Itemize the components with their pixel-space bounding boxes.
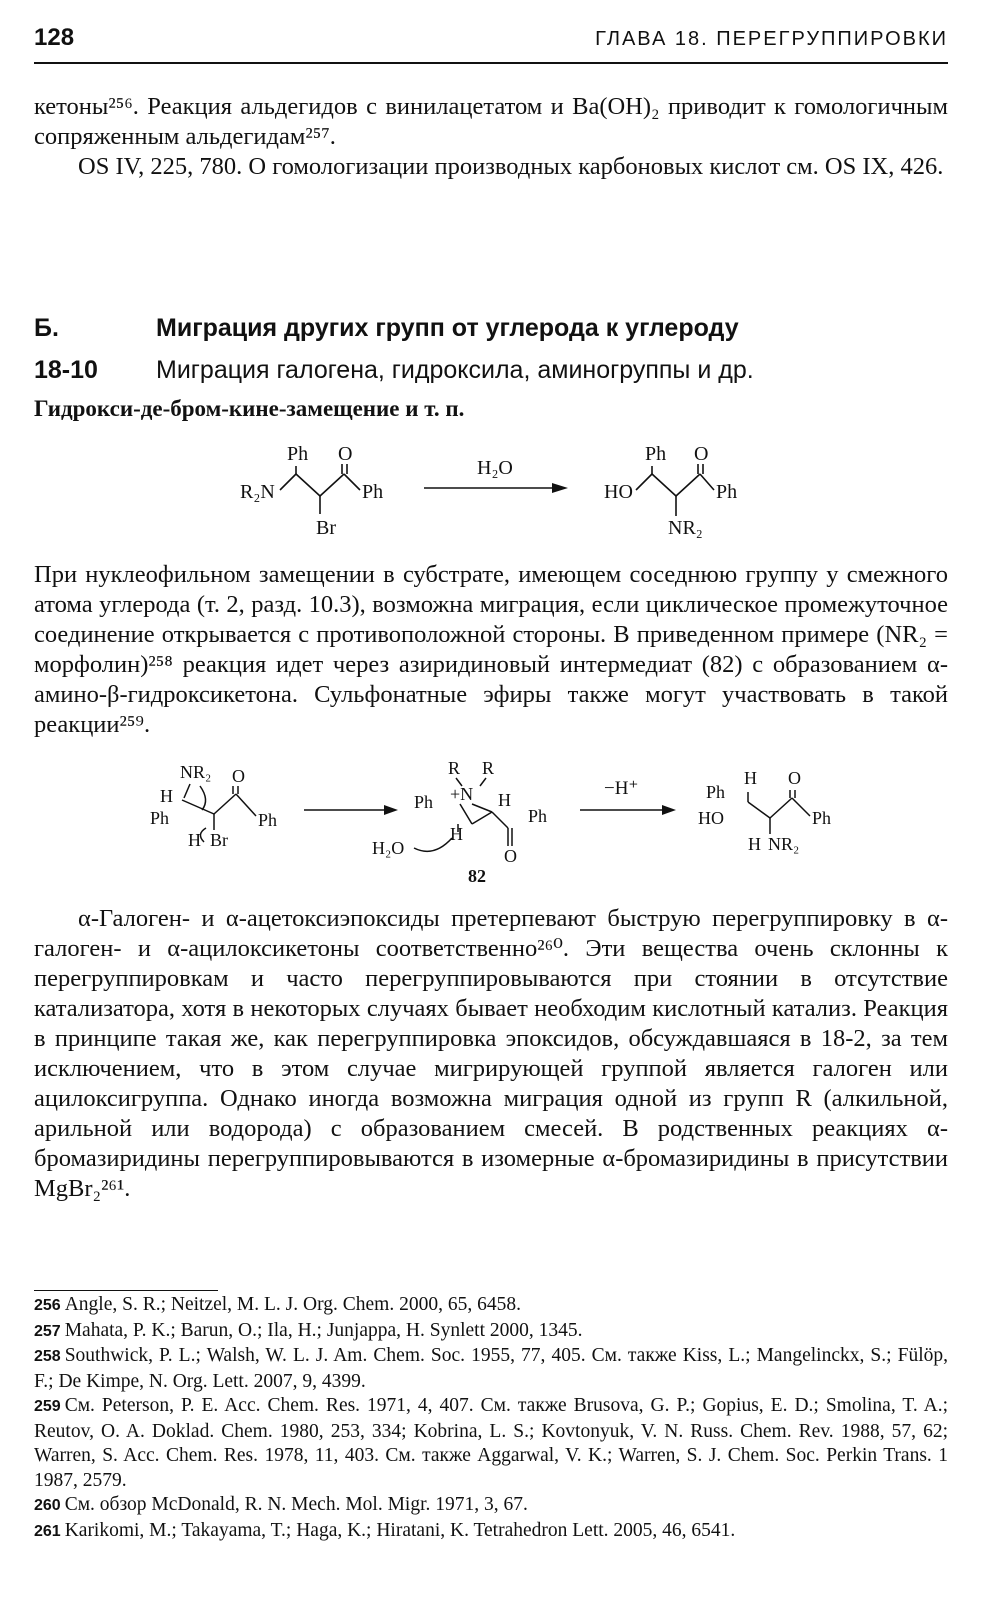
reaction-scheme-1: [0, 436, 1004, 548]
footnote-number: 261: [34, 1522, 61, 1540]
subsection-title: Миграция галогена, гидроксила, аминогруппы и др.: [156, 356, 754, 384]
footnote-text: Karikomi, M.; Takayama, T.; Haga, K.; Hiratani, K. Tetrahedron Lett. 2005, 46, 6541.: [64, 1519, 736, 1541]
reaction-name: Гидрокси-де-бром-кине-замещение и т. п.: [34, 396, 465, 421]
s2c-o: O: [788, 768, 801, 788]
s2c-h2: H: [748, 834, 761, 854]
s2-arrowhead-1: [384, 805, 398, 815]
body-text-bottom: [34, 904, 948, 1204]
s2b-h: H: [498, 790, 511, 810]
paragraph-1: кетоны²⁵⁶. Реакция альдегидов с винилацетатом и Ba(OH)₂ приводит к гомологичным сопряженным альдегидам²⁵⁷.: [34, 93, 948, 150]
footnote-258: [34, 1344, 948, 1394]
reaction-scheme-2: [0, 752, 1004, 892]
s2-arrowhead-2: [662, 805, 676, 815]
s1-reagent: H₂O: [477, 457, 513, 479]
s1-left-ph2: Ph: [362, 481, 384, 503]
s2c-ph2: Ph: [812, 808, 832, 828]
s1-left-br: Br: [316, 517, 336, 539]
footnotes: [34, 1290, 948, 1544]
footnote-number: 258: [34, 1348, 61, 1365]
section-title: Миграция других групп от углерода к углероду: [156, 314, 739, 342]
s2a-ph: Ph: [150, 808, 170, 828]
s2b-h2: H: [450, 824, 463, 844]
footnote-259: [34, 1394, 948, 1493]
footnote-text: Mahata, P. K.; Barun, O.; Ila, H.; Junjappa, H. Synlett 2000, 1345.: [64, 1319, 583, 1341]
running-head: ГЛАВА 18. ПЕРЕГРУППИРОВКИ: [595, 28, 948, 50]
s2a-br: Br: [210, 830, 228, 850]
s2c-nr2: NR₂: [768, 834, 800, 854]
s1-right-ph: Ph: [645, 443, 667, 465]
s2a-h2: H: [188, 830, 201, 850]
footnote-256: [34, 1293, 948, 1319]
paragraph-3: При нуклеофильном замещении в субстрате, имеющем соседнюю группу у смежного атома углерода (т. 2, разд. 10.3), возможна миграция, если циклическое промежуточное соединение открывается с противоположной стороны. В приведенном примере (NR₂ = морфолин)²⁵⁸ реакция идет через азиридиновый интермедиат (82) с образованием α-амино-β-гидроксикетона. Сульфонатные эфиры также могут участвовать в такой реакции²⁵⁹.: [34, 561, 948, 738]
s2b-ph: Ph: [414, 792, 434, 812]
footnote-text: См. Peterson, P. E. Acc. Chem. Res. 1971, 4, 407. См. также Brusova, G. P.; Gopius, E. D.; Smolina, T. A.; Reutov, O. A. Doklad. Chem. 1980, 253, 334; Kobrina, L. S.; Kovtonyuk, V. N. Russ. Chem. Rev. 1988, 57, 62; Warren, S. Acc. Chem. Res. 1978, 11, 403. См. также Aggarwal, V. K.; Warren, S. J. Chem. Soc. Perkin Trans. 1 1987, 2579.: [34, 1395, 948, 1491]
footnote-261: [34, 1519, 948, 1545]
s2b-r1: R: [448, 758, 461, 778]
subsection-number: 18-10: [34, 356, 98, 384]
s1-right-ho: HO: [604, 481, 633, 503]
s2c-ho: HO: [698, 808, 724, 828]
s1-arrowhead: [552, 483, 568, 493]
footnote-text: Southwick, P. L.; Walsh, W. L. J. Am. Chem. Soc. 1955, 77, 405. См. также Kiss, L.; Mangelinckx, S.; Fülöp, F.; De Kimpe, N. Org. Lett. 2007, 9, 4399.: [34, 1345, 948, 1392]
s2c-bonds: [748, 790, 810, 834]
paragraph-2: OS IV, 225, 780. О гомологизации производных карбоновых кислот см. OS IX, 426.: [78, 153, 944, 180]
s1-left-r2n: R₂N: [240, 481, 275, 503]
footnote-text: См. обзор McDonald, R. N. Mech. Mol. Migr. 1971, 3, 67.: [64, 1494, 528, 1515]
s2b-o: O: [504, 846, 517, 866]
s2a-ph2: Ph: [258, 810, 278, 830]
header-rule: [34, 62, 948, 64]
s1-left-bonds: [280, 464, 360, 514]
body-text-top: [34, 92, 948, 182]
s1-right-ph2: Ph: [716, 481, 738, 503]
s2b-h2o: H₂O: [372, 838, 405, 858]
s2-reagent: −H⁺: [604, 778, 639, 799]
s2b-ph2: Ph: [528, 806, 548, 826]
footnote-260: [34, 1493, 948, 1519]
paragraph-4: α-Галоген- и α-ацетоксиэпоксиды претерпевают быструю перегруппировку в α-галоген- и α-ацилоксикетоны соответственно²⁶⁰. Эти вещества очень склонны к перегруппировкам и часто перегруппировываются при стоянии в отсутствие катализатора, хотя в некоторых случаях бывает необходим кислотный катализ. Реакция в принципе такая же, как перегруппировка эпоксидов, обсуждавшаяся в 18-2, за тем исключением, что в этом случае мигрирующей группой является галоген или ацилоксигруппа. Однако иногда возможна миграция одной из групп R (алкильной, арильной или водорода) с образованием смесей. В родственных реакциях α-бромазиридины перегруппировываются в изомерные α-бромазиридины в присутствии MgBr₂²⁶¹.: [34, 905, 948, 1202]
s1-right-bonds: [636, 464, 714, 516]
s2c-h: H: [744, 768, 757, 788]
s2a-nr2: NR₂: [180, 762, 212, 782]
footnote-rule: [34, 1290, 218, 1291]
s1-right-o: O: [694, 443, 709, 465]
page-header: [34, 24, 948, 64]
s2c-ph: Ph: [706, 782, 726, 802]
footnote-text: Angle, S. R.; Neitzel, M. L. J. Org. Chem. 2000, 65, 6458.: [64, 1294, 521, 1315]
footnote-number: 259: [34, 1398, 61, 1415]
s2a-h: H: [160, 786, 173, 806]
s2a-o: O: [232, 766, 245, 786]
section-number: Б.: [34, 314, 59, 342]
page-number: 128: [34, 24, 75, 51]
s1-left-o: O: [338, 443, 353, 465]
s2b-n: +N: [450, 784, 474, 804]
s2b-r2: R: [482, 758, 495, 778]
footnote-257: [34, 1319, 948, 1345]
body-text-middle: [34, 560, 948, 740]
footnote-number: 260: [34, 1497, 61, 1514]
s1-left-ph: Ph: [287, 443, 309, 465]
footnote-number: 256: [34, 1297, 61, 1314]
s1-right-nr2: NR₂: [668, 517, 703, 539]
footnote-number: 257: [34, 1322, 61, 1340]
s2b-label: 82: [468, 866, 486, 886]
